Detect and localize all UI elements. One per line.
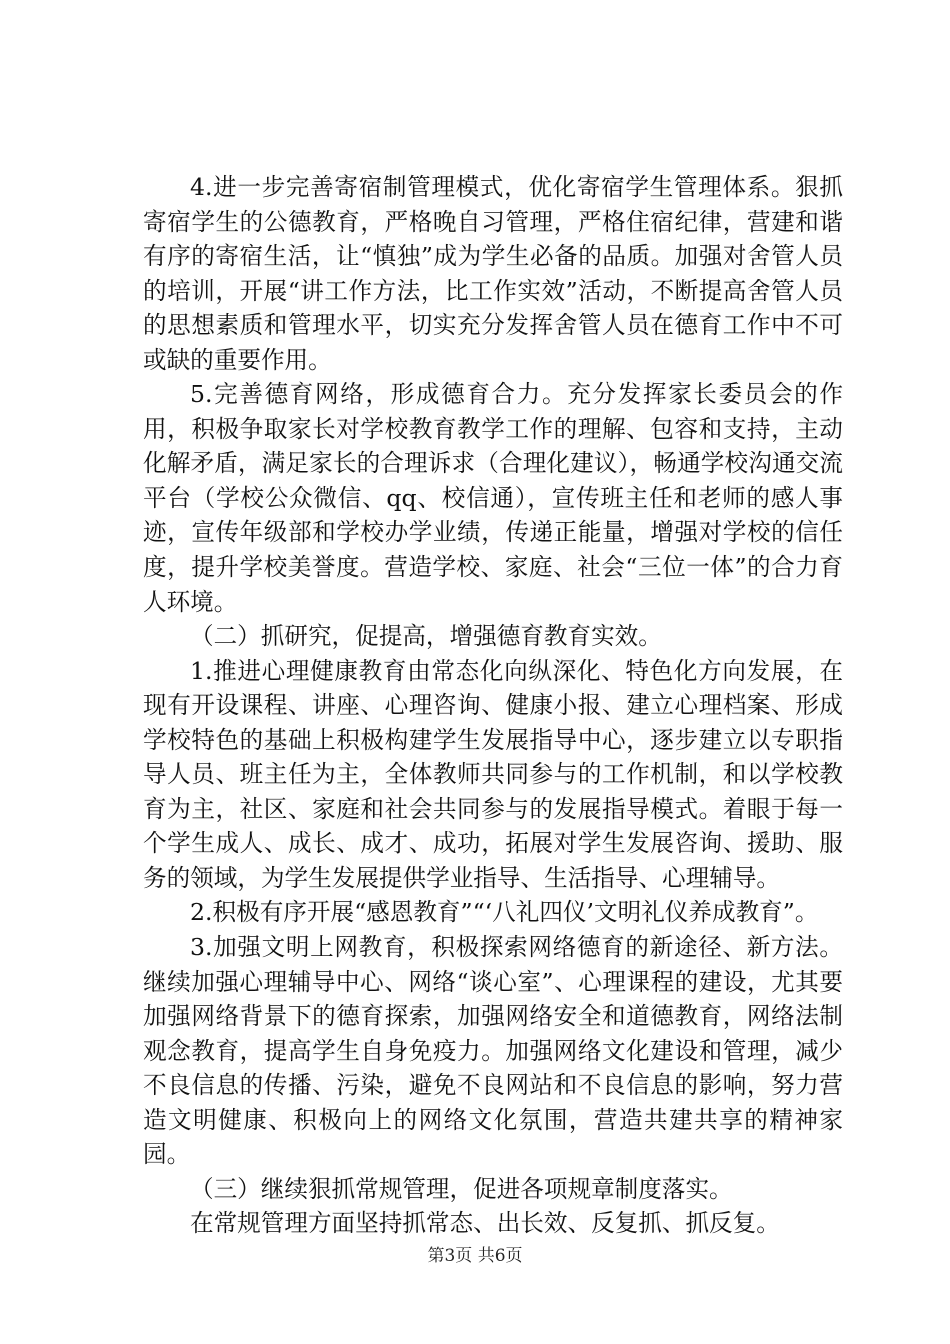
- paragraph-online-education: 3.加强文明上网教育，积极探索网络德育的新途径、新方法。继续加强心理辅导中心、网络“谈心室”、心理课程的建设，尤其要加强网络背景下的德育探索，加强网络安全和道德教育，网络法制观念教育，提高学生自身免疫力。加强网络文化建设和管理，减少不良信息的传播、污染，避免不良网站和不良信息的影响，努力营造文明健康、积极向上的网络文化氛围，营造共建共享的精神家园。: [143, 933, 843, 1169]
- paragraph-gratitude-education: 2.积极有序开展“感恩教育”“‘八礼四仪’文明礼仪养成教育”。: [190, 898, 819, 927]
- paragraph-moral-education-network: 5.完善德育网络，形成德育合力。充分发挥家长委员会的作用，积极争取家长对学校教育教学工作的理解、包容和支持，主动化解矛盾，满足家长的合理诉求（合理化建议），畅通学校沟通交流平台（学校公众微信、qq、校信通），宣传班主任和老师的感人事迹，宣传年级部和学校办学业绩，传递正能量，增强对学校的信任度，提升学校美誉度。营造学校、家庭、社会“三位一体”的合力育人环境。: [143, 380, 843, 616]
- paragraph-boarding-management: 4.进一步完善寄宿制管理模式，优化寄宿学生管理体系。狠抓寄宿学生的公德教育，严格晚自习管理，严格住宿纪律，营建和谐有序的寄宿生活，让“慎独”成为学生必备的品质。加强对舍管人员的培训，开展“讲工作方法，比工作实效”活动，不断提高舍管人员的思想素质和管理水平，切实充分发挥舍管人员在德育工作中不可或缺的重要作用。: [143, 173, 843, 374]
- section-heading-research: （二）抓研究，促提高，增强德育教育实效。: [190, 622, 662, 651]
- document-body: [143, 170, 843, 1241]
- paragraph-routine-management: 在常规管理方面坚持抓常态、出长效、反复抓、抓反复。: [190, 1209, 780, 1238]
- paragraph-mental-health: 1.推进心理健康教育由常态化向纵深化、特色化方向发展，在现有开设课程、讲座、心理咨询、健康小报、建立心理档案、形成学校特色的基础上积极构建学生发展指导中心，逐步建立以专职指导人员、班主任为主，全体教师共同参与的工作机制，和以学校教育为主，社区、家庭和社会共同参与的发展指导模式。着眼于每一个学生成人、成长、成才、成功，拓展对学生发展咨询、援助、服务的领域，为学生发展提供学业指导、生活指导、心理辅导。: [143, 656, 843, 892]
- page-number-footer: 第3页 共6页: [427, 1246, 523, 1266]
- section-heading-routine-management: （三）继续狠抓常规管理，促进各项规章制度落实。: [190, 1174, 733, 1203]
